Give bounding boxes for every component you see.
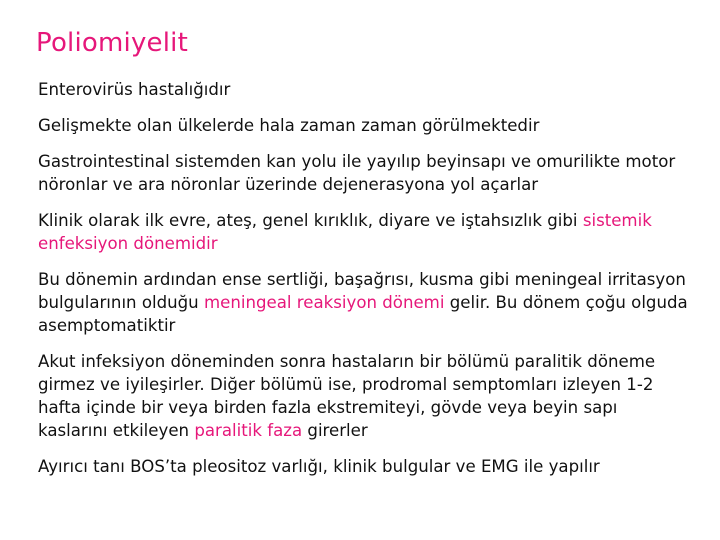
paragraph-6	[38, 350, 690, 442]
paragraph-4-highlight: sistemik enfeksiyon dönemidir	[38, 211, 652, 253]
paragraph-2-text: Gelişmekte olan ülkelerde hala zaman zaman görülmektedir	[38, 116, 540, 135]
paragraph-4-text: Klinik olarak ilk evre, ateş, genel kırıklık, diyare ve iştahsızlık gibi	[38, 211, 583, 230]
paragraph-6-text-a: Akut infeksiyon döneminden sonra hastaların bir bölümü paralitik döneme girmez ve iyileşirler. Diğer bölümü ise, prodromal semptomları izleyen 1-2 hafta içinde bir veya birden fazla ekstremiteyi, gövde veya beyin sapı kaslarını etkileyen	[38, 352, 656, 440]
paragraph-3	[38, 150, 690, 196]
paragraph-3-text: Gastrointestinal sistemden kan yolu ile yayılıp beyinsapı ve omurilikte motor nöronlar ve ara nöronlar üzerinde dejenerasyona yol açarlar	[38, 152, 676, 194]
paragraph-1-text: Enterovirüs hastalığıdır	[38, 80, 231, 99]
slide-title: Poliomiyelit	[36, 28, 188, 58]
paragraph-4	[38, 209, 690, 255]
paragraph-2	[38, 114, 690, 137]
paragraph-1	[38, 78, 690, 101]
paragraph-7-text: Ayırıcı tanı BOS’ta pleositoz varlığı, klinik bulgular ve EMG ile yapılır	[38, 457, 600, 476]
paragraph-5	[38, 268, 690, 337]
paragraph-7	[38, 455, 690, 478]
paragraph-6-text-b: girerler	[302, 421, 368, 440]
paragraph-5-highlight: meningeal reaksiyon dönemi	[203, 293, 445, 312]
paragraph-6-highlight: paralitik faza	[194, 421, 303, 440]
paragraph-5-text-b: gelir. Bu dönem çoğu olguda asemptomatiktir	[38, 293, 688, 335]
paragraph-5-text-a: Bu dönemin ardından ense sertliği, başağrısı, kusma gibi meningeal irritasyon bulgularının olduğu	[38, 270, 686, 312]
